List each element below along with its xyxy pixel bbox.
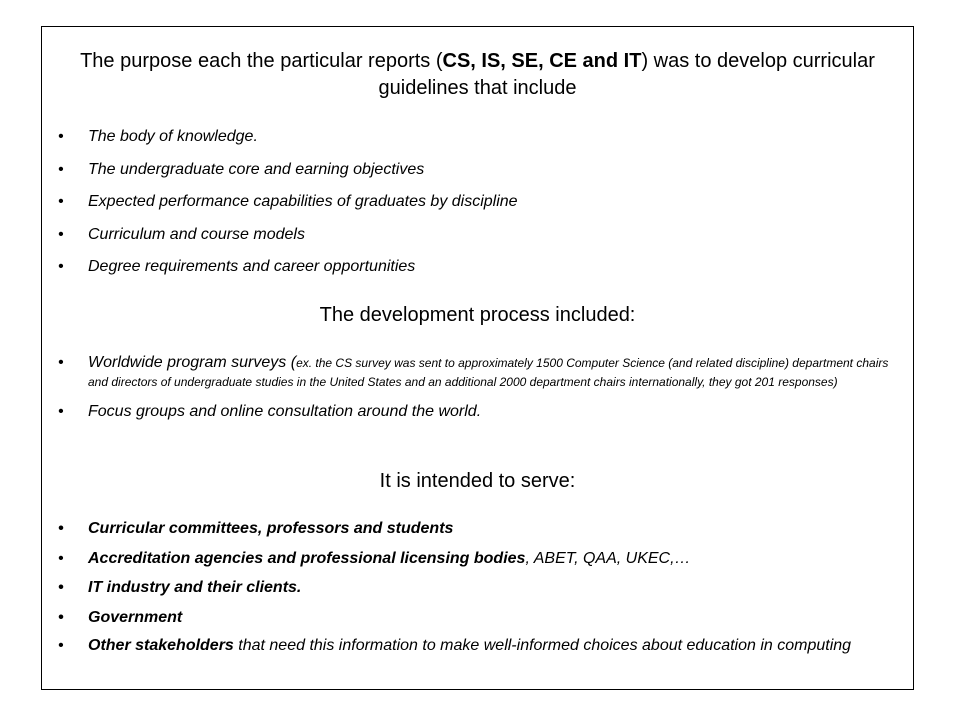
list-item-text: The body of knowledge. <box>88 128 258 145</box>
list-item-text: Curriculum and course models <box>88 225 305 243</box>
list-item-text: Accreditation agencies and professional licensing bodies <box>88 549 526 567</box>
list-item <box>58 578 906 597</box>
bullet-icon: • <box>58 193 64 210</box>
list-item <box>58 192 906 211</box>
list-item <box>58 549 906 568</box>
bullet-icon: • <box>58 403 64 420</box>
list-item-text: Degree requirements and career opportunities <box>88 258 416 275</box>
list-item-text: Focus groups and online consultation around the world. <box>88 403 482 420</box>
heading-serve: It is intended to serve: <box>379 470 576 492</box>
heading-purpose <box>41 48 914 102</box>
bullet-icon: • <box>58 160 64 178</box>
process-list <box>58 353 906 421</box>
heading-purpose-reports: CS, IS, SE, CE and IT <box>442 50 642 72</box>
bullet-icon: • <box>58 258 64 275</box>
list-item <box>58 127 906 146</box>
list-item <box>58 225 906 244</box>
bullet-icon: • <box>58 579 64 596</box>
bullet-icon: • <box>58 354 64 371</box>
list-item-text: IT industry and their clients. <box>88 579 302 596</box>
list-item <box>58 353 906 391</box>
heading-purpose-text: The purpose each the particular reports ( <box>80 50 443 72</box>
bullet-icon: • <box>58 608 64 626</box>
list-item-text: Government <box>88 608 183 626</box>
bullet-icon: • <box>58 128 64 145</box>
list-item <box>58 519 906 538</box>
bullet-icon: • <box>58 520 64 537</box>
list-item <box>58 257 906 276</box>
bullet-icon: • <box>58 549 64 567</box>
list-item-text: Worldwide program surveys ( <box>88 354 297 371</box>
list-item-text: Curricular committees, professors and students <box>88 520 454 537</box>
list-item <box>58 402 906 421</box>
bullet-icon: • <box>58 637 64 654</box>
purpose-list <box>58 127 906 290</box>
list-item <box>58 608 906 627</box>
serve-list <box>58 519 906 669</box>
list-item-tail: , ABET, QAA, UKEC,… <box>525 549 691 567</box>
heading-purpose-tail: ) was to develop curricular guidelines that include <box>378 50 875 99</box>
list-item <box>58 160 906 179</box>
heading-process: The development process included: <box>319 304 636 326</box>
survey-detail-text: ex. the CS survey was sent to approximately 1500 Computer Science (and related discipline) department chairs and directors of undergraduate studies in the United States and an additional 2000 department chairs internationally, they got 201 responses) <box>88 356 889 389</box>
bullet-icon: • <box>58 225 64 243</box>
list-item-text: The undergraduate core and earning objectives <box>88 160 425 178</box>
list-item <box>58 634 906 658</box>
list-item-tail: that need this information to make well-informed choices about education in computing <box>233 637 852 654</box>
list-item-text: Expected performance capabilities of graduates by discipline <box>88 193 518 210</box>
list-item-text: Other stakeholders <box>88 637 234 654</box>
